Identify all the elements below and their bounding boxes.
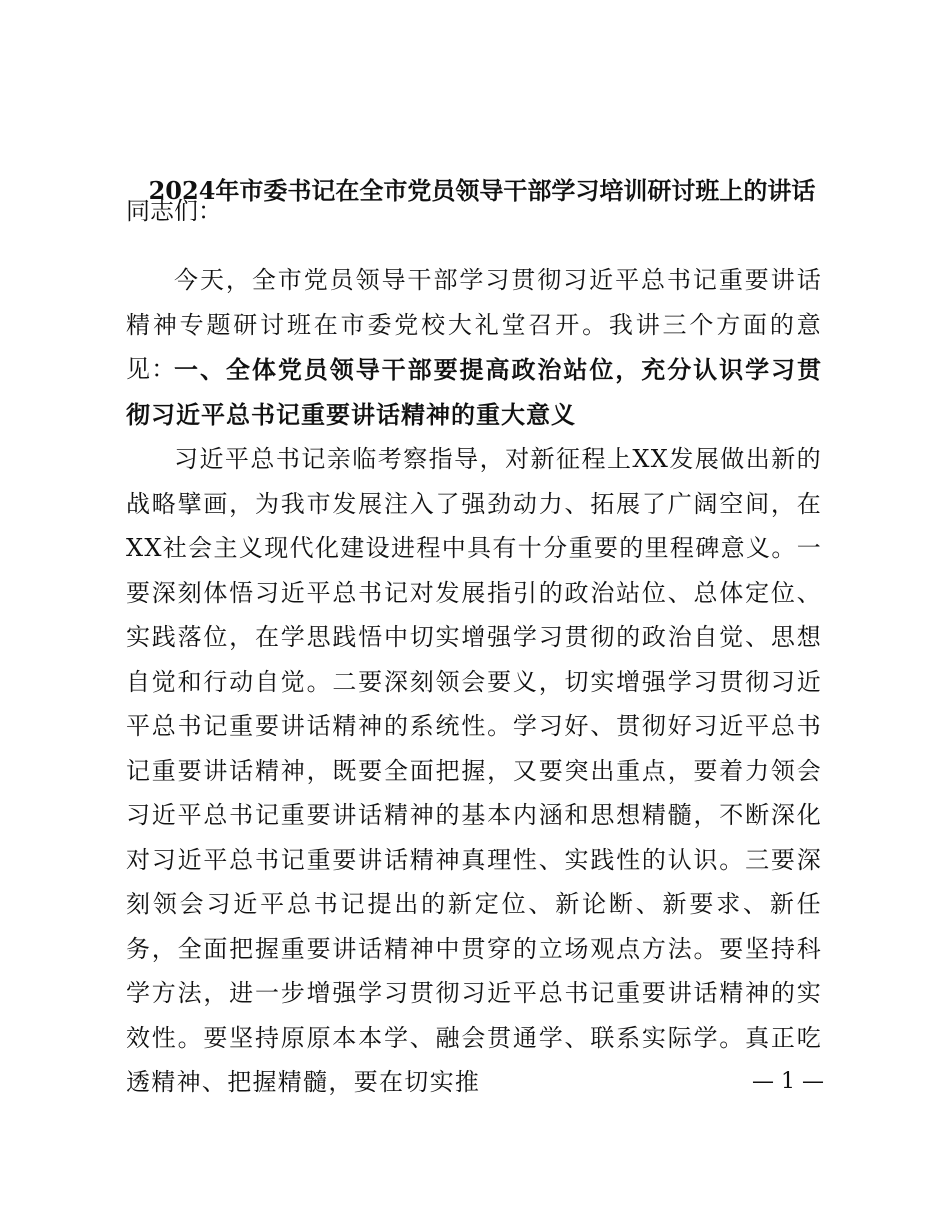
section-heading: 一、全体党员领导干部要提高政治站位，充分认识学习贯彻习近平总书记重要讲话精神的重大意义 [126, 355, 822, 429]
document-title: 2024年市委书记在全市党员领导干部学习培训研讨班上的讲话 [148, 176, 816, 205]
body-paragraph: 习近平总书记亲临考察指导，对新征程上XX发展做出新的战略擘画，为我市发展注入了强劲动力、拓展了广阔空间，在XX社会主义现代化建设进程中具有十分重要的里程碑意义。一要深刻体悟习近平总书记对发展指引的政治站位、总体定位、实践落位，在学思践悟中切实增强学习贯彻的政治自觉、思想自觉和行动自觉。二要深刻领会要义，切实增强学习贯彻习近平总书记重要讲话精神的系统性。学习好、贯彻好习近平总书记重要讲话精神，既要全面把握，又要突出重点，要着力领会习近平总书记重要讲话精神的基本内涵和思想精髓，不断深化对习近平总书记重要讲话精神真理性、实践性的认识。三要深刻领会习近平总书记提出的新定位、新论断、新要求、新任务，全面把握重要讲话精神中贯穿的立场观点方法。要坚持科学方法，进一步增强学习贯彻习近平总书记重要讲话精神的实效性。要坚持原原本本学、融会贯通学、联系实际学。真正吃透精神、把握精髓，要在切实推 [126, 445, 822, 1096]
intro-paragraph: 今天，全市党员领导干部学习贯彻习近平总书记重要讲话精神专题研讨班在市委党校大礼堂召开。我讲三个方面的意见： [126, 266, 822, 383]
page-number: — 1 — [752, 1069, 824, 1094]
salutation: 同志们： [126, 197, 222, 225]
